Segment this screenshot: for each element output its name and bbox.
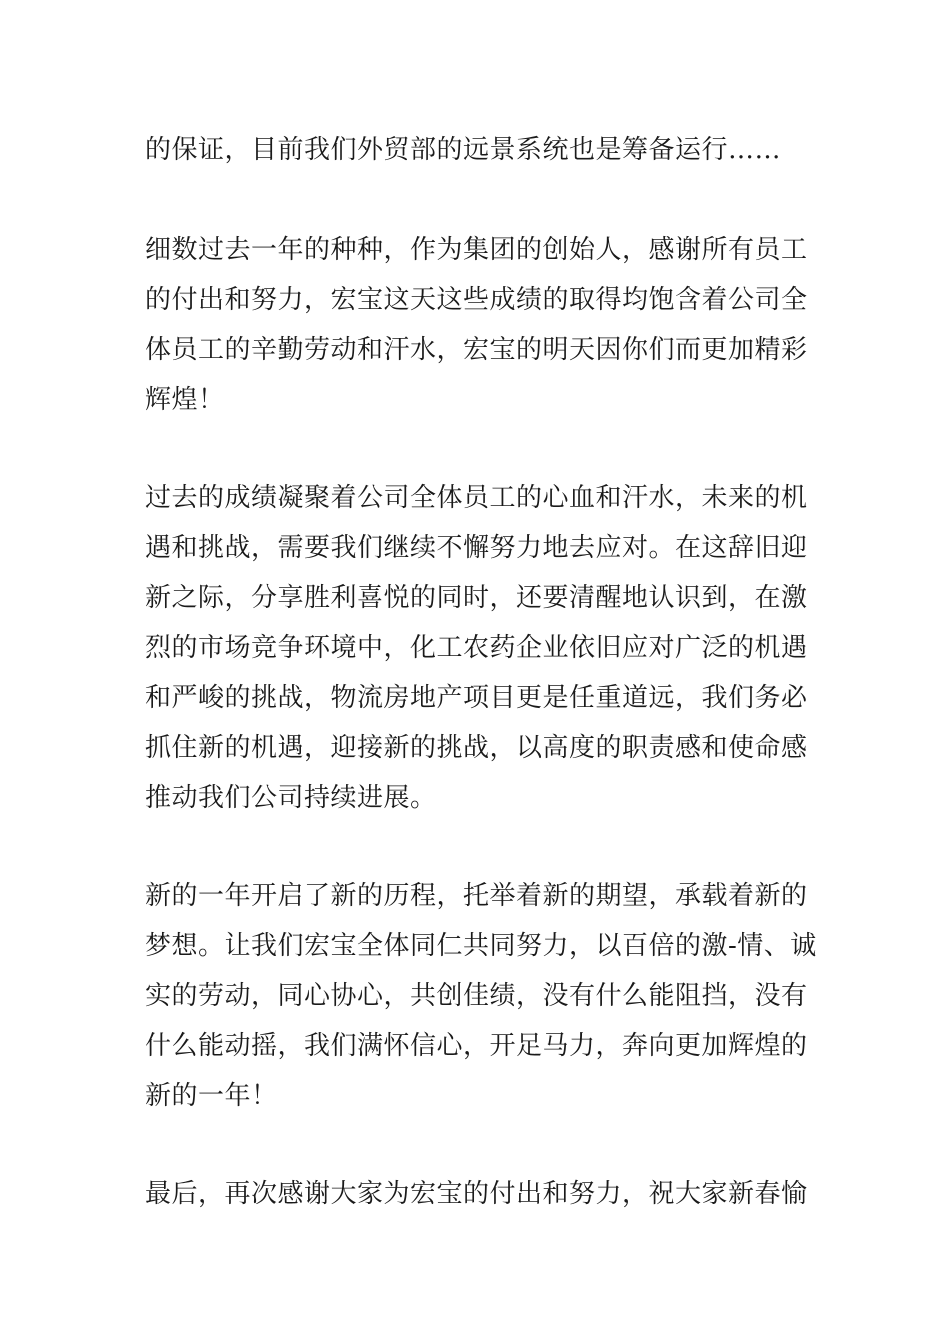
paragraph-2-line-4: 辉煌！ (145, 385, 225, 415)
paragraph-4-line-1: 新的一年开启了新的历程，托举着新的期望，承载着新的 (145, 881, 808, 911)
paragraph-4-line-3: 实的劳动，同心协心，共创佳绩，没有什么能阻挡，没有 (145, 981, 808, 1011)
paragraph-1-line-1: 的保证，目前我们外贸部的远景系统也是筹备运行…… (145, 135, 782, 165)
paragraph-3-line-5: 和严峻的挑战，物流房地产项目更是任重道远，我们务必 (145, 683, 808, 713)
paragraph-3-line-6: 抓住新的机遇，迎接新的挑战，以高度的职责感和使命感 (145, 733, 808, 763)
paragraph-3-line-3: 新之际，分享胜利喜悦的同时，还要清醒地认识到，在激 (145, 583, 808, 613)
paragraph-4-line-5: 新的一年！ (145, 1081, 278, 1111)
paragraph-3-line-7: 推动我们公司持续进展。 (145, 783, 437, 813)
paragraph-4-line-2: 梦想。让我们宏宝全体同仁共同努力，以百倍的激-情、诚 (145, 931, 817, 961)
paragraph-3-line-2: 遇和挑战，需要我们继续不懈努力地去应对。在这辞旧迎 (145, 533, 808, 563)
paragraph-2-line-2: 的付出和努力，宏宝这天这些成绩的取得均饱含着公司全 (145, 285, 808, 315)
paragraph-2-line-3: 体员工的辛勤劳动和汗水，宏宝的明天因你们而更加精彩 (145, 335, 808, 365)
paragraph-3-line-4: 烈的市场竞争环境中，化工农药企业依旧应对广泛的机遇 (145, 633, 808, 663)
paragraph-4-line-4: 什么能动摇，我们满怀信心，开足马力，奔向更加辉煌的 (145, 1031, 808, 1061)
paragraph-2-line-1: 细数过去一年的种种，作为集团的创始人，感谢所有员工 (145, 235, 808, 265)
paragraph-3-line-1: 过去的成绩凝聚着公司全体员工的心血和汗水，未来的机 (145, 483, 808, 513)
paragraph-5-line-1: 最后，再次感谢大家为宏宝的付出和努力，祝大家新春愉 (145, 1179, 808, 1209)
